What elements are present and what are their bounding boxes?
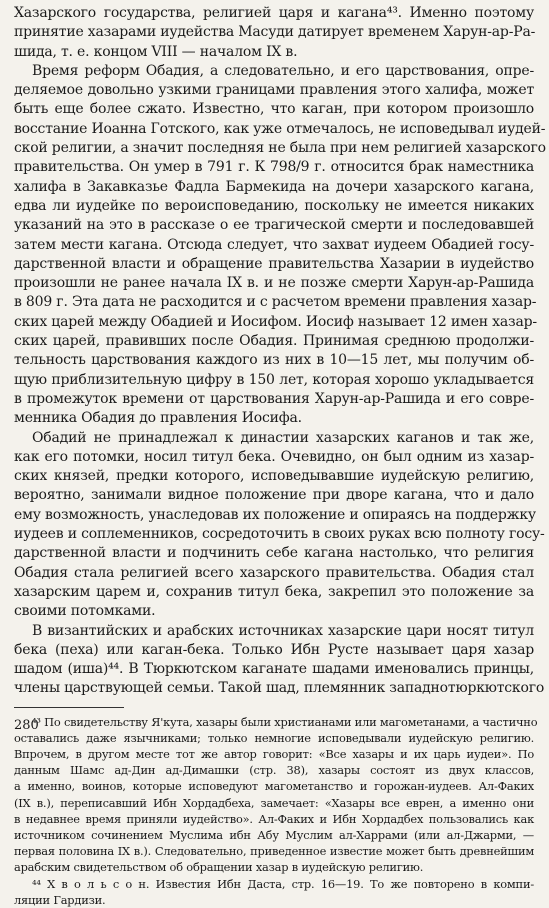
- text-line: вероятно, занимали видное положение при дворе кагана, что и дало: [14, 487, 534, 504]
- footnote-line: данным Шамс ад-Дин ад-Димашки (стр. 38), хазары состоят из двух классов,: [14, 763, 534, 778]
- footnote-line: ⁴³ По свидетельству Я'кута, хазары были христианами или магометанами, а частично: [32, 714, 538, 729]
- text-line: бека (пеха) или каган-бека. Только Ибн Русте называет царя хазар: [14, 641, 534, 658]
- text-line: ской религии, а значит последняя не была при нем религией хазарского: [14, 140, 546, 157]
- text-line: ских царей между Обадией и Иосифом. Иосиф называет 12 имен хазар-: [14, 313, 537, 330]
- main-text: [14, 4, 546, 699]
- footnote-line: ляции Гардизи.: [14, 892, 106, 907]
- text-line: правительства. Он умер в 791 г. К 798/9 г. относится брак наместника: [14, 159, 534, 176]
- text-line: дарственной власти и обращение правительства Хазарии в иудейство: [14, 255, 534, 272]
- text-line: восстание Иоанна Готского, как уже отмечалось, не исповедывал иудей-: [14, 120, 546, 137]
- footnote-line: а именно, воинов, которые исповедуют магометанство и горожан-иудеев. Ал-Факих: [14, 779, 534, 794]
- footnote-line: источником сочинением Муслима ибн Абу Муслим ал-Харрами (или ал-Джарми, —: [14, 828, 534, 842]
- text-line: члены царствующей семьи. Такой шад, племянник западнотюркютского: [14, 680, 545, 697]
- text-line: Обадия стала религией всего хазарского правительства. Обадия стал: [14, 564, 534, 581]
- text-line: Обадий не принадлежал к династии хазарских каганов и так же,: [32, 429, 534, 446]
- text-line: быть еще более сжато. Известно, что каган, при котором произошло: [14, 101, 534, 118]
- footnote-line: ⁴⁴ Х в о л ь с о н. Известия Ибн Даста, стр. 16—19. То же повторено в компи-: [32, 876, 534, 891]
- text-line: едва ли иудейке по вероисповеданию, поскольку не имеется никаких: [14, 197, 534, 214]
- text-line: шадом (иша)⁴⁴. В Тюркютском каганате шадами именовались принцы,: [14, 661, 534, 678]
- text-line: как его потомки, носил титул бека. Очевидно, он был одним из хазар-: [14, 448, 534, 465]
- page-number: 280: [14, 718, 39, 733]
- text-line: тельность царствования каждого из них в 10—15 лет, мы получим об-: [14, 352, 534, 369]
- text-line: дарственной власти и подчинить себе кагана настолько, что религия: [14, 545, 534, 562]
- footnote-line: первая половина IX в.). Следовательно, приведенное известие может быть древнейшим: [14, 844, 534, 859]
- text-line: деляемое довольно узкими границами правления этого халифа, может: [14, 82, 534, 99]
- text-line: Хазарского государства, религией царя и кагана⁴³. Именно поэтому: [14, 5, 534, 21]
- text-line: затем мести кагана. Отсюда следует, что захват иудеем Обадией госу-: [14, 236, 534, 253]
- footnotes: [14, 714, 538, 908]
- text-line: шида, т. е. концом VIII — началом IX в.: [14, 43, 298, 60]
- footnote-line: в недавнее время приняли иудейство». Ал-Факих и Ибн Хордадбех пользовались как: [14, 811, 534, 826]
- footnote-divider: [14, 707, 124, 708]
- text-line: принятие хазарами иудейства Масуди датирует временем Харун-ар-Ра-: [14, 24, 536, 41]
- footnote-line: оставались даже язычниками; только немногие исповедывали иудейскую религию.: [14, 730, 534, 745]
- footnote-line: Впрочем, в другом месте тот же автор говорит: «Все хазары и их царь иудеи». По: [14, 747, 534, 762]
- text-line: произошли не ранее начала IX в. и не позже смерти Харун-ар-Рашида: [14, 275, 534, 292]
- text-line: щую приблизительную цифру в 150 лет, которая хорошо укладывается: [14, 371, 534, 388]
- page-content: [14, 4, 546, 908]
- text-line: указаний на это в рассказе о ее трагической смерти и последовавшей: [14, 217, 534, 234]
- text-line: менника Обадия до правления Иосифа.: [14, 410, 302, 427]
- text-line: ских князей, предки которого, исповедывавшие иудейскую религию,: [14, 468, 534, 485]
- text-line: халифа в Закавказье Фадла Бармекида на дочери хазарского кагана,: [14, 178, 534, 195]
- text-line: ских царей, правивших после Обадия. Принимая среднюю продолжи-: [14, 333, 534, 350]
- text-line: В византийских и арабских источниках хазарские цари носят титул: [32, 622, 534, 639]
- text-line: ему возможность, унаследовав их положение и опираясь на поддержку: [14, 506, 536, 523]
- text-line: иудеев и соплеменников, сосредоточить в своих руках всю полноту госу-: [14, 526, 545, 543]
- text-line: в 809 г. Эта дата не расходится и с расчетом времени правления хазар-: [14, 294, 537, 311]
- text-line: своими потомками.: [14, 603, 156, 620]
- text-line: в промежуток времени от царствования Харун-ар-Рашида и его соврe-: [14, 390, 534, 407]
- footnote-line: (IX в.), переписавший Ибн Хордадбеха, замечает: «Хазары все еврен, а именно они: [14, 795, 534, 810]
- text-line: хазарским царем и, сохранив титул бека, закрепил это положение за: [14, 583, 534, 600]
- footnote-line: арабским свидетельством об обращении хазар в иудейскую религию.: [14, 860, 424, 875]
- text-line: Время реформ Обадия, а следовательно, и его царствования, опре-: [32, 62, 534, 79]
